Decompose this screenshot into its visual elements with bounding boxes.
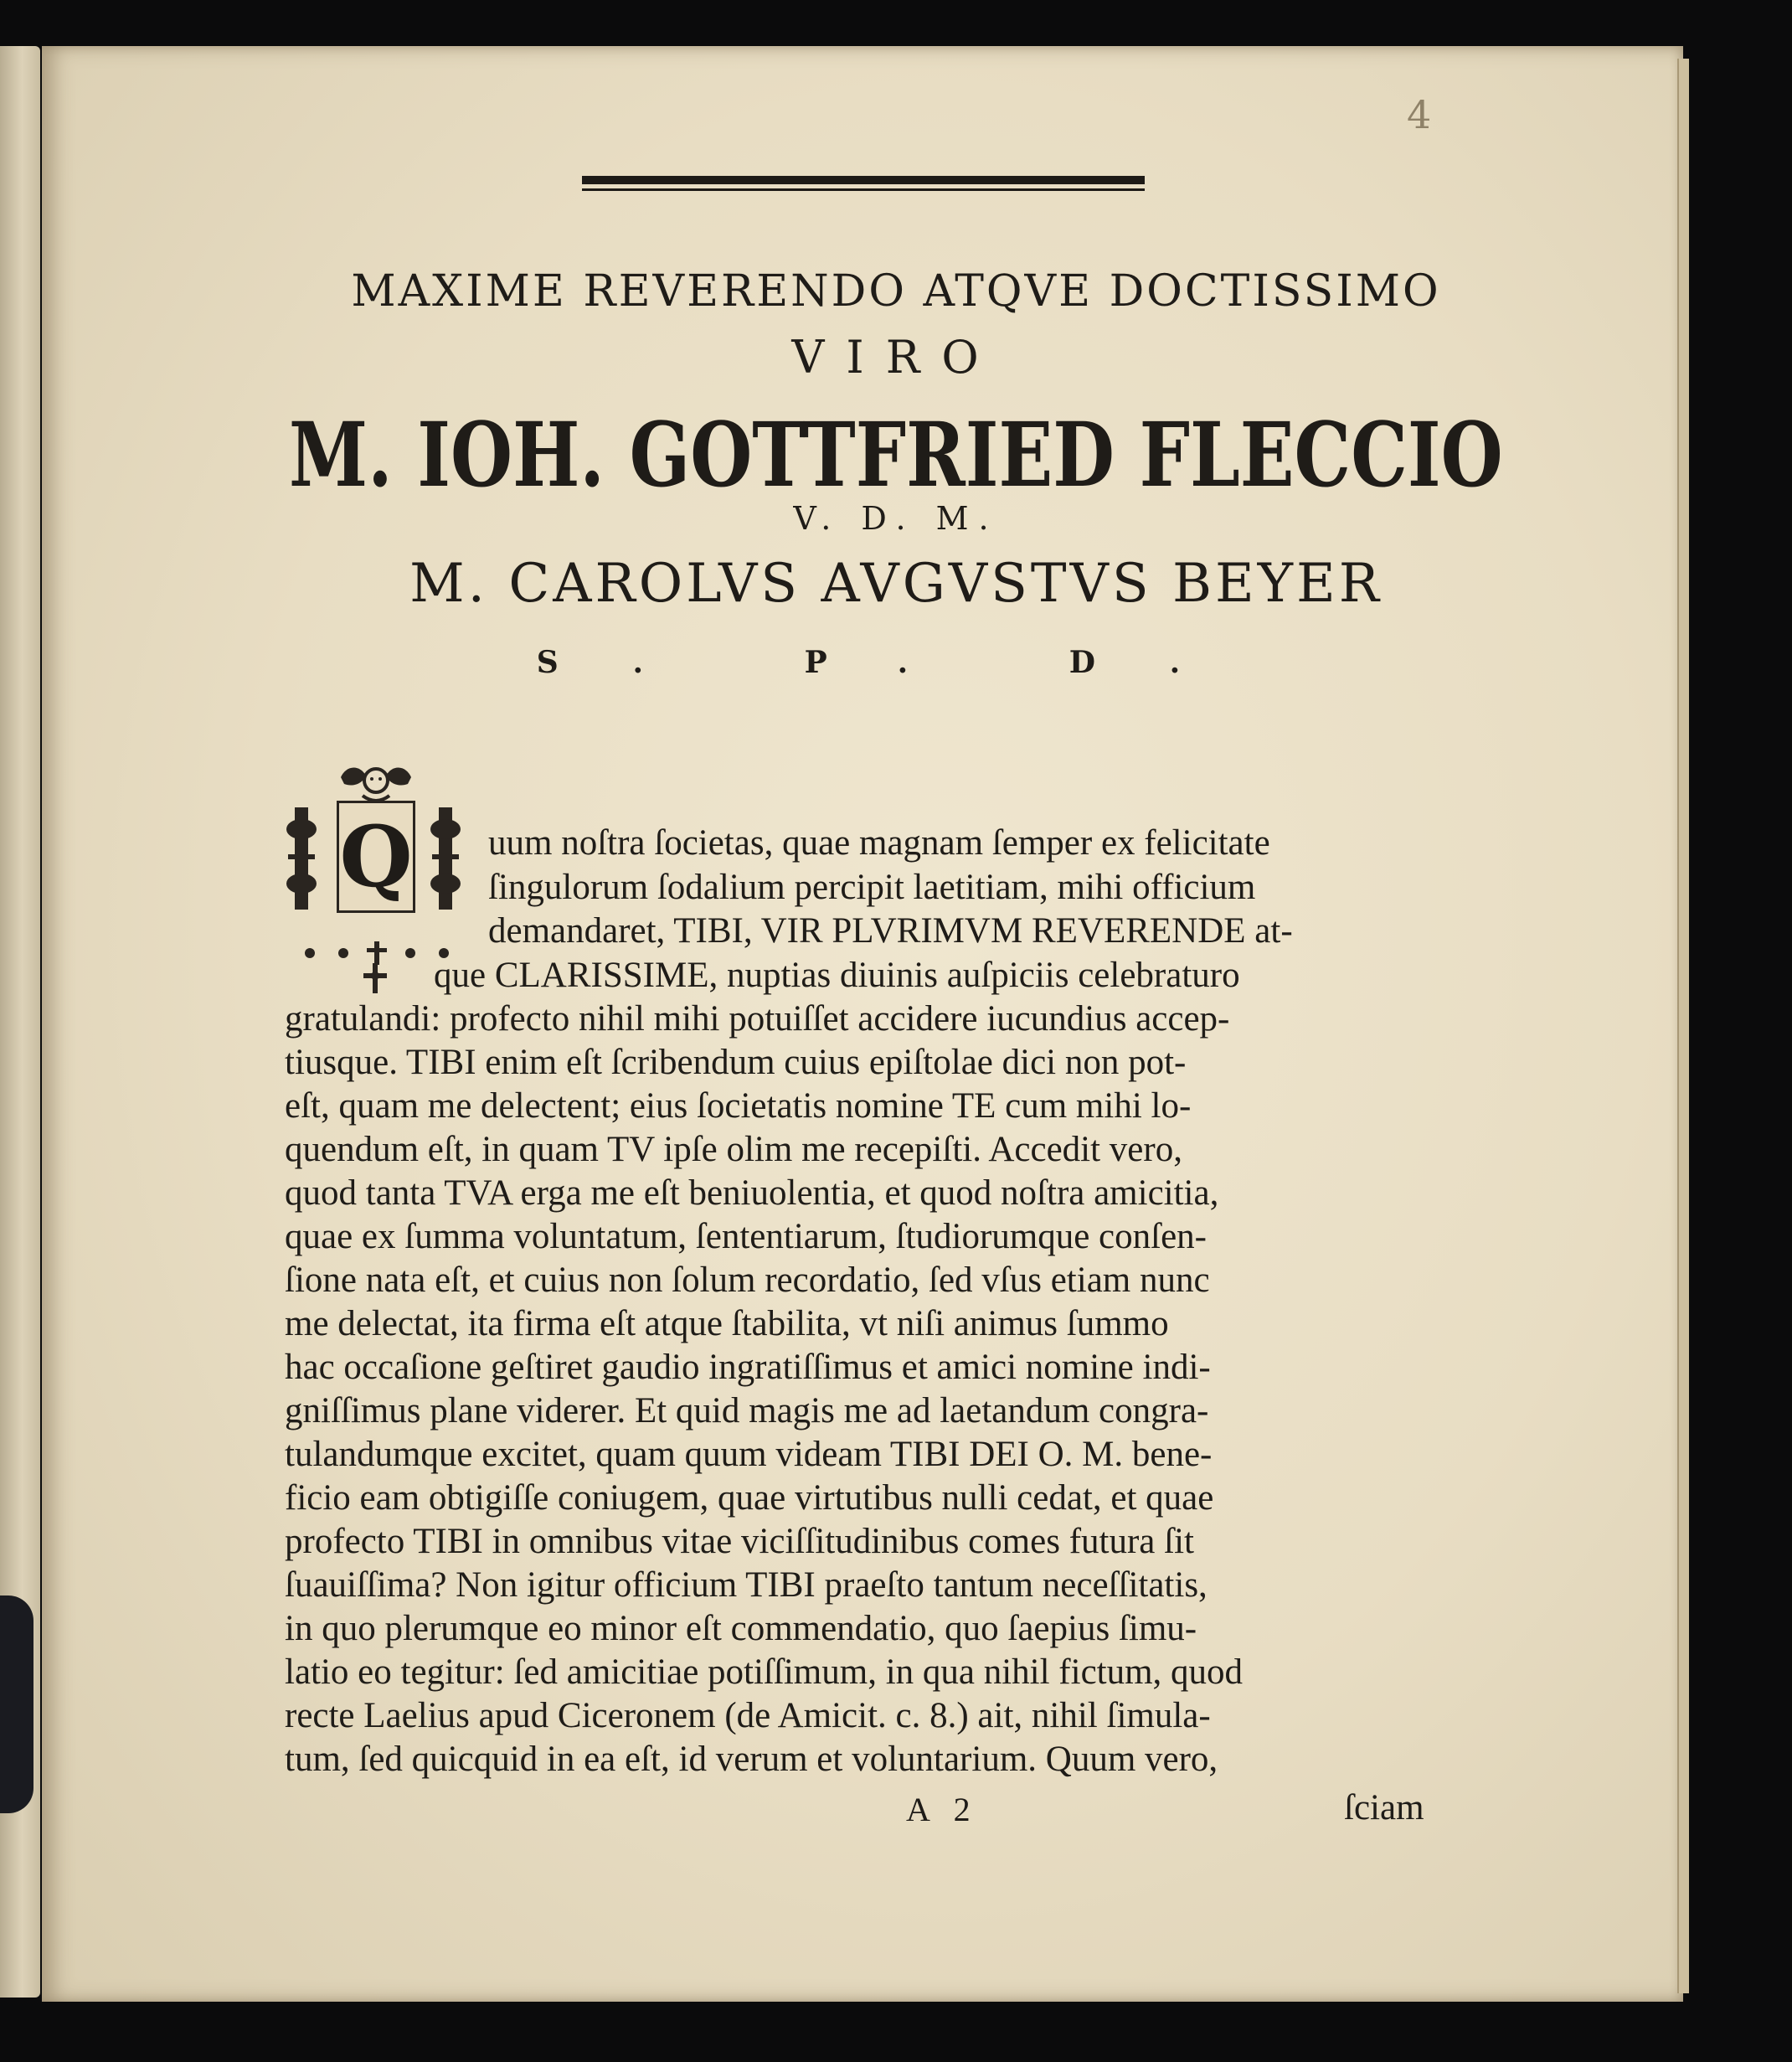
text-line: ſuauiſſima? Non igitur officium TIBI praeſto tantum neceſſitatis, [285,1565,1208,1605]
text-line: quod tanta TVA erga me eſt beniuolentia, et quod noſtra amicitia, [285,1173,1219,1213]
dedication-line-1: MAXIME REVERENDO ATQVE DOCTISSIMO [351,266,1441,317]
text-line: in quo plerumque eo minor eſt commendatio, quo ſaepius ſimu- [285,1609,1197,1648]
text-line: hac occaſione geſtiret gaudio ingratiſſimus et amici nomine indi- [285,1348,1211,1387]
text-line: ſingulorum ſodalium percipit laetitiam, mihi officium [488,868,1256,907]
text-line: latio eo tegitur: ſed amicitiae potiſſimum, in qua nihil fictum, quod [285,1652,1244,1692]
text-line: quae ex ſumma voluntatum, ſententiarum, ſtudiorumque conſen- [285,1217,1207,1256]
text-line: demandaret, TIBI, VIR PLVRIMVM REVERENDE at- [488,911,1293,951]
text-line: quendum eſt, in quam TV ipſe olim me recepiſti. Accedit vero, [285,1130,1182,1169]
text-line: me delectat, ita firma eſt atque ſtabilita, vt niſi animus ſummo [285,1304,1169,1343]
text-line: tum, ſed quicquid in ea eſt, id verum et voluntarium. Quum vero, [285,1740,1218,1779]
signature-mark: A 2 [906,1791,979,1828]
text-line: ficio eam obtigiſſe coniugem, quae virtutibus nulli cedat, et quae [285,1478,1214,1518]
text-line: que CLARISSIME, nuptias diuinis auſpiciis celebraturo [434,956,1240,995]
catchword: ſciam [1344,1788,1424,1827]
author-name: M. CAROLVS AVGVSTVS BEYER [409,553,1383,615]
text-line: ſione nata eſt, et cuius non ſolum recordatio, ſed vſus etiam nunc [285,1260,1210,1300]
pillar-ornament-icon [285,804,318,913]
dedicatee-title: V. D. M. [793,500,999,537]
text-line: tulandumque excitet, quam quum videam TIBI DEI O. M. bene- [285,1435,1213,1474]
text-line: gratulandi: profecto nihil mihi potuiſſet accidere iucundius accep- [285,999,1230,1039]
text-line: recte Laelius apud Ciceronem (de Amicit. c. 8.) ait, nihil ſimula- [285,1696,1211,1735]
cross-ornament-icon [358,961,392,995]
text-line: gniſſimus plane viderer. Et quid magis me ad laetandum congra- [285,1391,1209,1431]
text-line: uum noſtra ſocietas, quae magnam ſemper ex felicitate [488,823,1270,863]
initial-letter: Q [337,801,415,913]
salutation: S. P. D. [536,645,1256,680]
dedication-line-2: VIRO [791,331,1001,384]
text-line: profecto TIBI in omnibus vitae viciſſitudinibus comes futura ſit [285,1522,1194,1561]
pillar-ornament-icon [429,804,462,913]
text-line: eſt, quam me delectent; eius ſocietatis nomine TE cum mihi lo- [285,1086,1192,1126]
page-tear [0,1595,33,1813]
dedicatee-name: M. IOH. GOTTFRIED FLECCIO [289,402,1503,507]
text-line: tiusque. TIBI enim eſt ſcribendum cuius epiſtolae dici non pot- [285,1043,1187,1082]
page-number: 4 [1407,92,1432,137]
head-rule [582,174,1145,193]
